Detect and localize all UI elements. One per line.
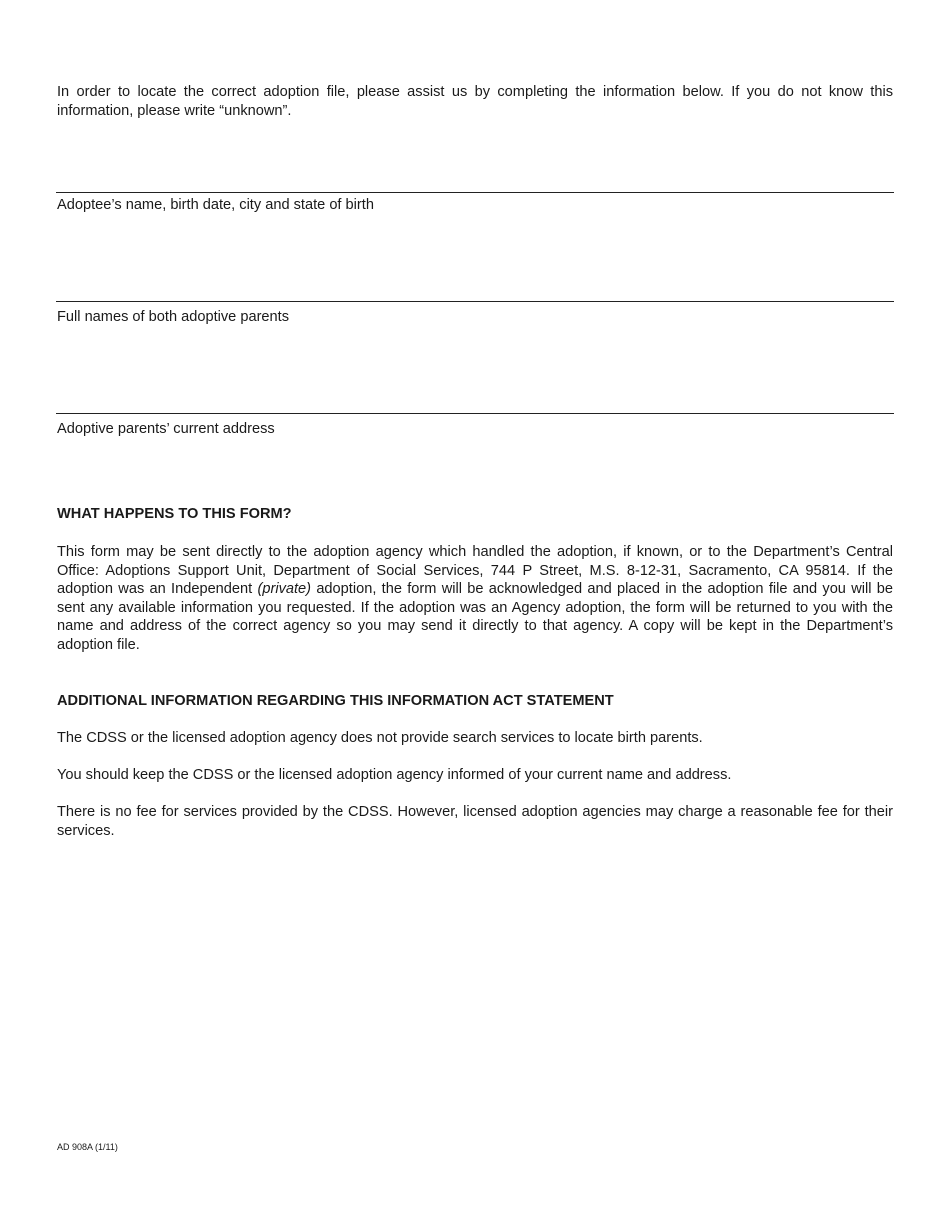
section-heading-additional-info: ADDITIONAL INFORMATION REGARDING THIS INFORMATION ACT STATEMENT	[57, 693, 614, 709]
intro-paragraph: In order to locate the correct adoption file, please assist us by completing the information below. If you do not know this information, please write “unknown”.	[57, 84, 893, 119]
adoptee-info-label: Adoptee’s name, birth date, city and state of birth	[57, 197, 374, 213]
adoptive-parents-address-input-line[interactable]	[56, 413, 894, 414]
what-happens-text-start: This form may be sent directly to the adoption agency which handled the adoption, if known, or to the Department’s Central Office: Adoptions Support Unit, Department of Social Services, 744 P Street, M.S. 8-12-31, Sacramento, CA 95814. If the adoption was an Independent	[57, 544, 893, 598]
additional-info-paragraph-3: There is no fee for services provided by the CDSS. However, licensed adoption agencies may charge a reasonable fee for their services.	[57, 804, 893, 839]
what-happens-text-end: adoption, the form will be acknowledged and placed in the adoption file and you will be sent any available information you requested. If the adoption was an Agency adoption, the form will be returned to you with the name and address of the correct agency so you may send it directly to that agency. A copy will be kept in the Department’s adoption file.	[57, 581, 893, 653]
additional-info-paragraph-1: The CDSS or the licensed adoption agency does not provide search services to locate birth parents.	[57, 730, 703, 746]
adoptive-parents-names-label: Full names of both adoptive parents	[57, 309, 290, 325]
adoptee-info-input-line[interactable]	[56, 192, 894, 193]
adoptive-parents-names-input-line[interactable]	[56, 301, 894, 302]
what-happens-paragraph	[57, 543, 893, 655]
adoptive-parents-address-label: Adoptive parents’ current address	[57, 421, 275, 437]
section-heading-what-happens: WHAT HAPPENS TO THIS FORM?	[57, 506, 292, 522]
form-id-footer: AD 908A (1/11)	[57, 1142, 118, 1152]
additional-info-paragraph-2: You should keep the CDSS or the licensed adoption agency informed of your current name and address.	[57, 767, 732, 783]
private-italic-text: (private)	[257, 581, 312, 598]
form-page	[57, 0, 893, 1230]
